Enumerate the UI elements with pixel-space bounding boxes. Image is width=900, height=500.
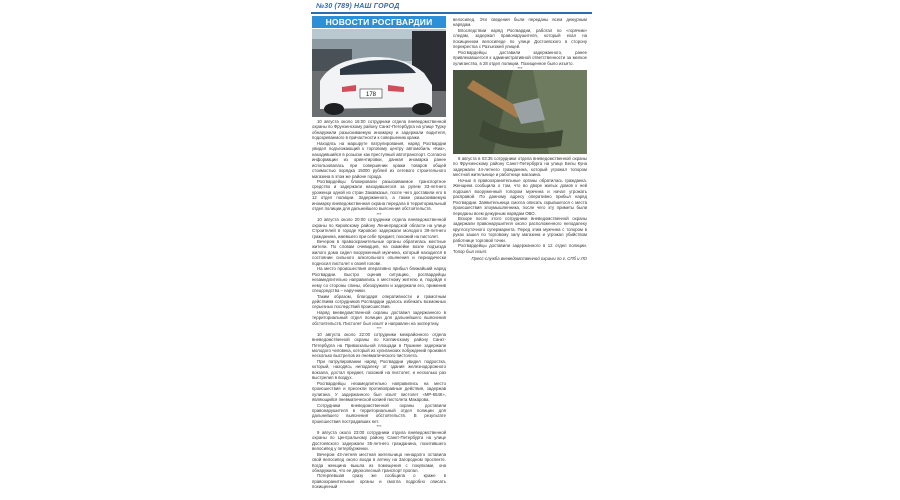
paragraph: велосипед. Эти сведения были переданы всем дежурным нарядам. xyxy=(453,17,587,28)
separator: *** xyxy=(376,326,382,332)
column-right-bottom xyxy=(453,156,587,276)
paragraph: Вскоре после этого сотрудники вневедомственной охраны задержали правонарушителя около расположенного неподалеку круглосуточного супермаркета. Перед этим мужчина с топором в руках зашел по торговому залу магазина и угрожал убийством работнице торговой точки. xyxy=(453,215,587,243)
paragraph: 9 августа около 23:00 сотрудники отдела вневедомственной охраны по Центральному району Санкт-Петербурга на улице Достоевского задержали 35-летнего гражданина, похитившего велосипед у петербурженки. xyxy=(312,429,446,452)
paragraph: Потерпевшая сразу же сообщила о краже в правоохранительные органы и смогла подробно описать похищенный xyxy=(312,473,446,490)
separator: *** xyxy=(517,66,523,69)
paragraph: 10 августа около 22:00 сотрудники межрайонного отдела вневедомственной охраны по Колпинскому району Санкт-Петербурга на Привокзальной площади в Пушкине задержали молодого человека, который из хулиганских побуждений произвел несколько выстрелов из пневматического пистолета. xyxy=(312,331,446,359)
issue-header: №30 (789) НАШ ГОРОД xyxy=(316,3,400,10)
column-right-top xyxy=(453,17,587,69)
section-banner: НОВОСТИ РОСГВАРДИИ xyxy=(312,16,446,28)
separator: *** xyxy=(376,211,382,217)
paragraph: Наряд вневедомственной охраны доставил задержанного в территориальный отдел полиции для дальнейшего выяснения обстоятельств. Пистолет был изъят и направлен на экспертизу. xyxy=(312,309,446,326)
axe-photo xyxy=(453,70,587,154)
paragraph: Находясь на маршруте патрулирования, наряд Росгвардии увидел подъезжающий к торговому центру автомобиль «Киа», находившийся в розыске как преступный автотранспорт. Согласно информации из ориентировки, данная иномарка ранее использовалась при совершении кражи товаров общей стоимостью порядка 15000 рублей из сетевого строительного магазина в этом же районе города. xyxy=(312,140,446,179)
column-left xyxy=(312,119,446,500)
paragraph: Ночью в правоохранительные органы обратилась гражданка. Женщина сообщила о том, что во дворе жилых домов к ней подошел вооруженный топором мужчина и начал угрожать расправой. По данному адресу оперативно прибыл наряд Росгвардии. Заявительница смогла описать скрывшегося с места происшествия злоумышленника, после чего эту приметы были переданы всем дежурным нарядам ОВО. xyxy=(453,177,587,216)
paragraph: Таким образом, благодаря оперативности и грамотным действиям сотрудников Росгвардии удалось избежать возможных серьезных последствий происшествия. xyxy=(312,293,446,310)
paragraph: Росгвардейцы доставили задержанного, ранее привлекавшегося к административной ответственности за мелкое хулиганство, в 28 отдел полиции. Похищенное было изъято. xyxy=(453,49,587,66)
paragraph: 10 августа около 20:00 сотрудники отдела вневедомственной охраны по Кировскому району Ленинградской области на улице Строителей в городе Кировске задержали молодого 39-летнего гражданина, имевшего при себе предмет, похожий на пистолет. xyxy=(312,217,446,239)
paragraph: Вечером 43-летняя местная жительница ненадолго оставила свой велосипед около входа в аптеку на Загородном проспекте. Когда женщина вышла из помещения с покупками, она обнаружила, что ее двухколесный транспорт пропал. xyxy=(312,451,446,473)
paragraph: Вечером в правоохранительные органы обратилась местные жители. По словам очевидцев, на скамейке возле подъезда жилого дома сидел вооруженный мужчина, который находился в состоянии сильного алкогольного опьянения и периодически подносил пистолет к своей голове. xyxy=(312,238,446,266)
paragraph: 8 августа в 03:35 сотрудники отдела вневедомственной охраны по Фрунзенскому району Санкт-Петербурга на улице Белы Куна задержали 44-летнего гражданина, который угрожал топором местной жительнице и работнице магазина. xyxy=(453,156,587,178)
header-rule xyxy=(311,12,592,14)
press-service-signature: Пресс-служба вневедомственной охраны по г. СПб и ЛО xyxy=(471,256,587,262)
paragraph: 10 августа около 16:00 сотрудники отдела вневедомственной охраны по Фрунзенскому району Санкт-Петербурга на улице Турку обнаружили разыскиваемую иномарку и задержали водителя, подозреваемого в причастности к совершению кражи. xyxy=(312,119,446,141)
paragraph: Впоследствии наряд Росгвардии, работал по «горячим» следам, задержал правонарушителя, который ехал на похищенном велосипеде по улице Достоевского в сторону перекрестка с Разъезжей улицей. xyxy=(453,27,587,50)
paragraph: Росгвардейцы доставили задержанного в 12 отдел полиции. Топор был изъят. xyxy=(453,243,587,254)
paragraph: Росгвардейцы блокировали разыскиваемое транспортное средство и задержали находившегося за рулем 33-летнего уроженца одной из стран Закавказья, после чего доставили его в 12 отдел полиции. Задержанного, а также разыскиваемую иномарку вневедомственная охрана передала в территориальный отдел полиции для дальнейшего выяснения обстоятельств. xyxy=(312,178,446,212)
paragraph: Сотрудники вневедомственной охраны доставили правонарушителя в территориальный отдел полиции для дальнейшего выяснения обстоятельств. В результате происшествия пострадавших нет. xyxy=(312,402,446,424)
license-plate: 178 xyxy=(365,92,377,98)
car-photo xyxy=(312,29,446,117)
separator: *** xyxy=(376,424,382,430)
paragraph: При патрулировании наряд Росгвардии увидел подростка, который, находясь неподалеку от здания железнодорожного вокзала, достал предмет, похожий на пистолет, и несколько раз выстрелил в воздух. xyxy=(312,358,446,381)
paragraph: На место происшествия оперативно прибыл ближайший наряд Росгвардии. Быстро оценив ситуацию, росгвардейцы незамедлительно направились к местному жителю и, подойдя к нему со стороны спины, обезоружили и задержали его, применив спецсредства – наручники. xyxy=(312,266,446,294)
paragraph: Росгвардейцы незамедлительно направились на место происшествия и пресекли противоправные действия, задержав хулигана. У задержанного был изъят пистолет «МР-654К», являющийся пневматической копией пистолета Макарова. xyxy=(312,380,446,403)
